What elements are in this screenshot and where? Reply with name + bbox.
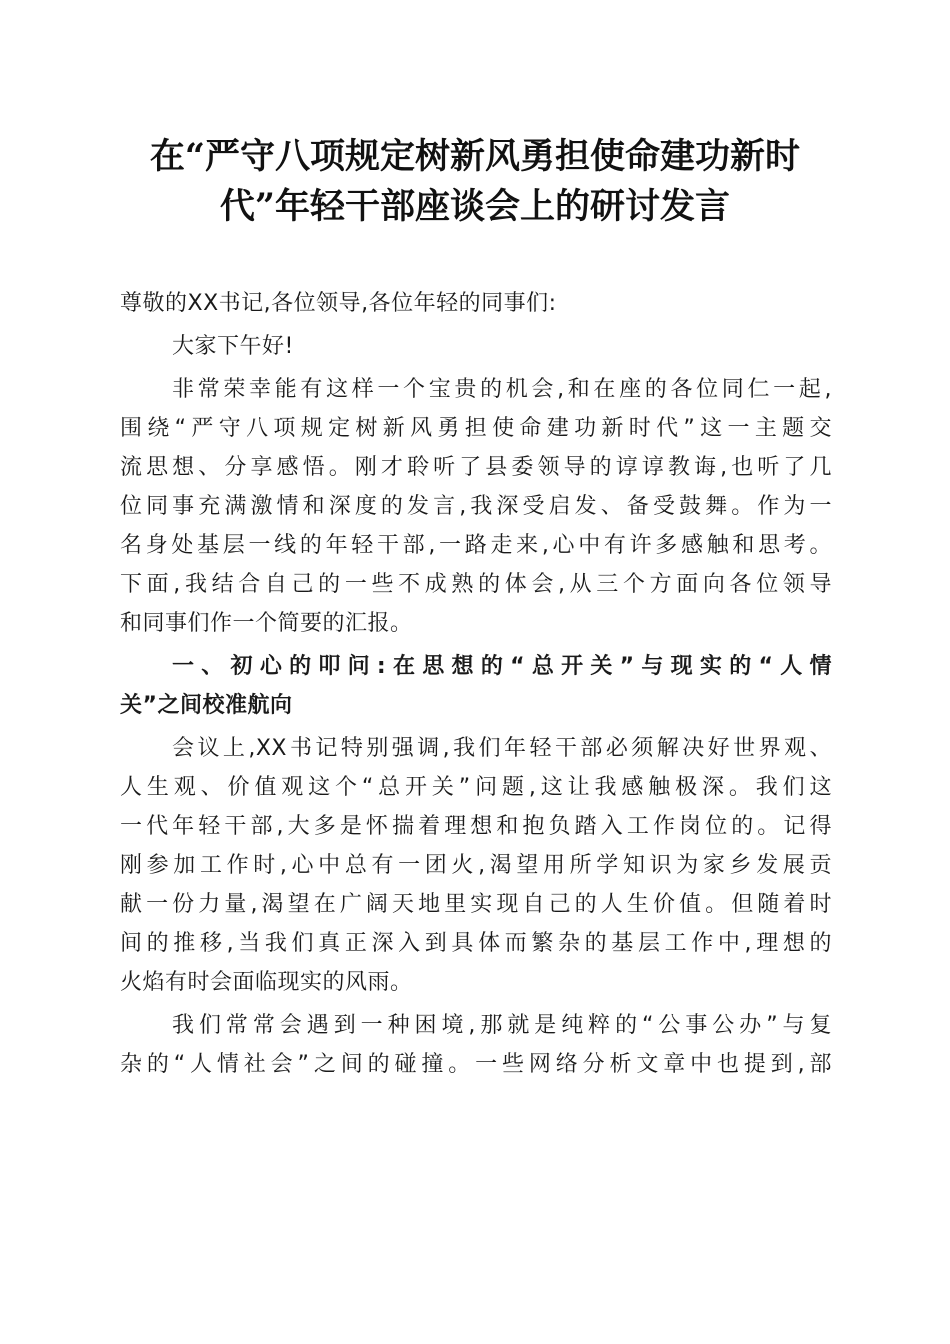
section-1-paragraph-1 xyxy=(120,729,832,1002)
intro-paragraph xyxy=(120,370,832,643)
paragraph-line: 会议上,XX书记特别强调,我们年轻干部必须解决好世界观、 xyxy=(172,736,832,761)
paragraph-line: 和同事们作一个简要的汇报。 xyxy=(120,611,413,636)
title-line: 在“严守八项规定树新风勇担使命建功新时 xyxy=(149,136,801,177)
paragraph-line: 名身处基层一线的年轻干部,一路走来,心中有许多感触和思考。 xyxy=(120,533,832,558)
paragraph-line: 一代年轻干部,大多是怀揣着理想和抱负踏入工作岗位的。记得 xyxy=(120,814,832,839)
section-heading-1 xyxy=(120,647,832,725)
greeting-paragraph xyxy=(120,284,832,323)
document-body xyxy=(120,284,832,1084)
paragraph-line: 杂的“人情社会”之间的碰撞。一些网络分析文章中也提到,部 xyxy=(120,1052,832,1077)
heading-line: 关”之间校准航向 xyxy=(120,693,293,718)
paragraph-line: 间的推移,当我们真正深入到具体而繁杂的基层工作中,理想的 xyxy=(120,931,832,956)
document-title xyxy=(80,132,870,232)
paragraph-line: 火焰有时会面临现实的风雨。 xyxy=(120,970,413,995)
section-1-paragraph-2 xyxy=(120,1006,832,1084)
paragraph-line: 我们常常会遇到一种困境,那就是纯粹的“公事公办”与复 xyxy=(172,1013,832,1038)
paragraph-line: 人生观、价值观这个“总开关”问题,这让我感触极深。我们这 xyxy=(120,775,832,800)
salutation-line: 大家下午好! xyxy=(172,334,294,359)
paragraph-line: 下面,我结合自己的一些不成熟的体会,从三个方面向各位领导 xyxy=(120,572,832,597)
paragraph-line: 流思想、分享感悟。刚才聆听了县委领导的谆谆教诲,也听了几 xyxy=(120,455,832,480)
heading-line: 一、初心的叩问:在思想的“总开关”与现实的“人情 xyxy=(172,654,832,679)
paragraph-line: 非常荣幸能有这样一个宝贵的机会,和在座的各位同仁一起, xyxy=(172,377,832,402)
paragraph-line: 位同事充满激情和深度的发言,我深受启发、备受鼓舞。作为一 xyxy=(120,494,832,519)
salutation-paragraph xyxy=(120,327,832,366)
paragraph-line: 刚参加工作时,心中总有一团火,渴望用所学知识为家乡发展贡 xyxy=(120,853,832,878)
paragraph-line: 献一份力量,渴望在广阔天地里实现自己的人生价值。但随着时 xyxy=(120,892,832,917)
greeting-line: 尊敬的XX书记,各位领导,各位年轻的同事们: xyxy=(120,291,557,316)
title-line: 代”年轻干部座谈会上的研讨发言 xyxy=(219,186,731,227)
paragraph-line: 围绕“严守八项规定树新风勇担使命建功新时代”这一主题交 xyxy=(120,416,832,441)
